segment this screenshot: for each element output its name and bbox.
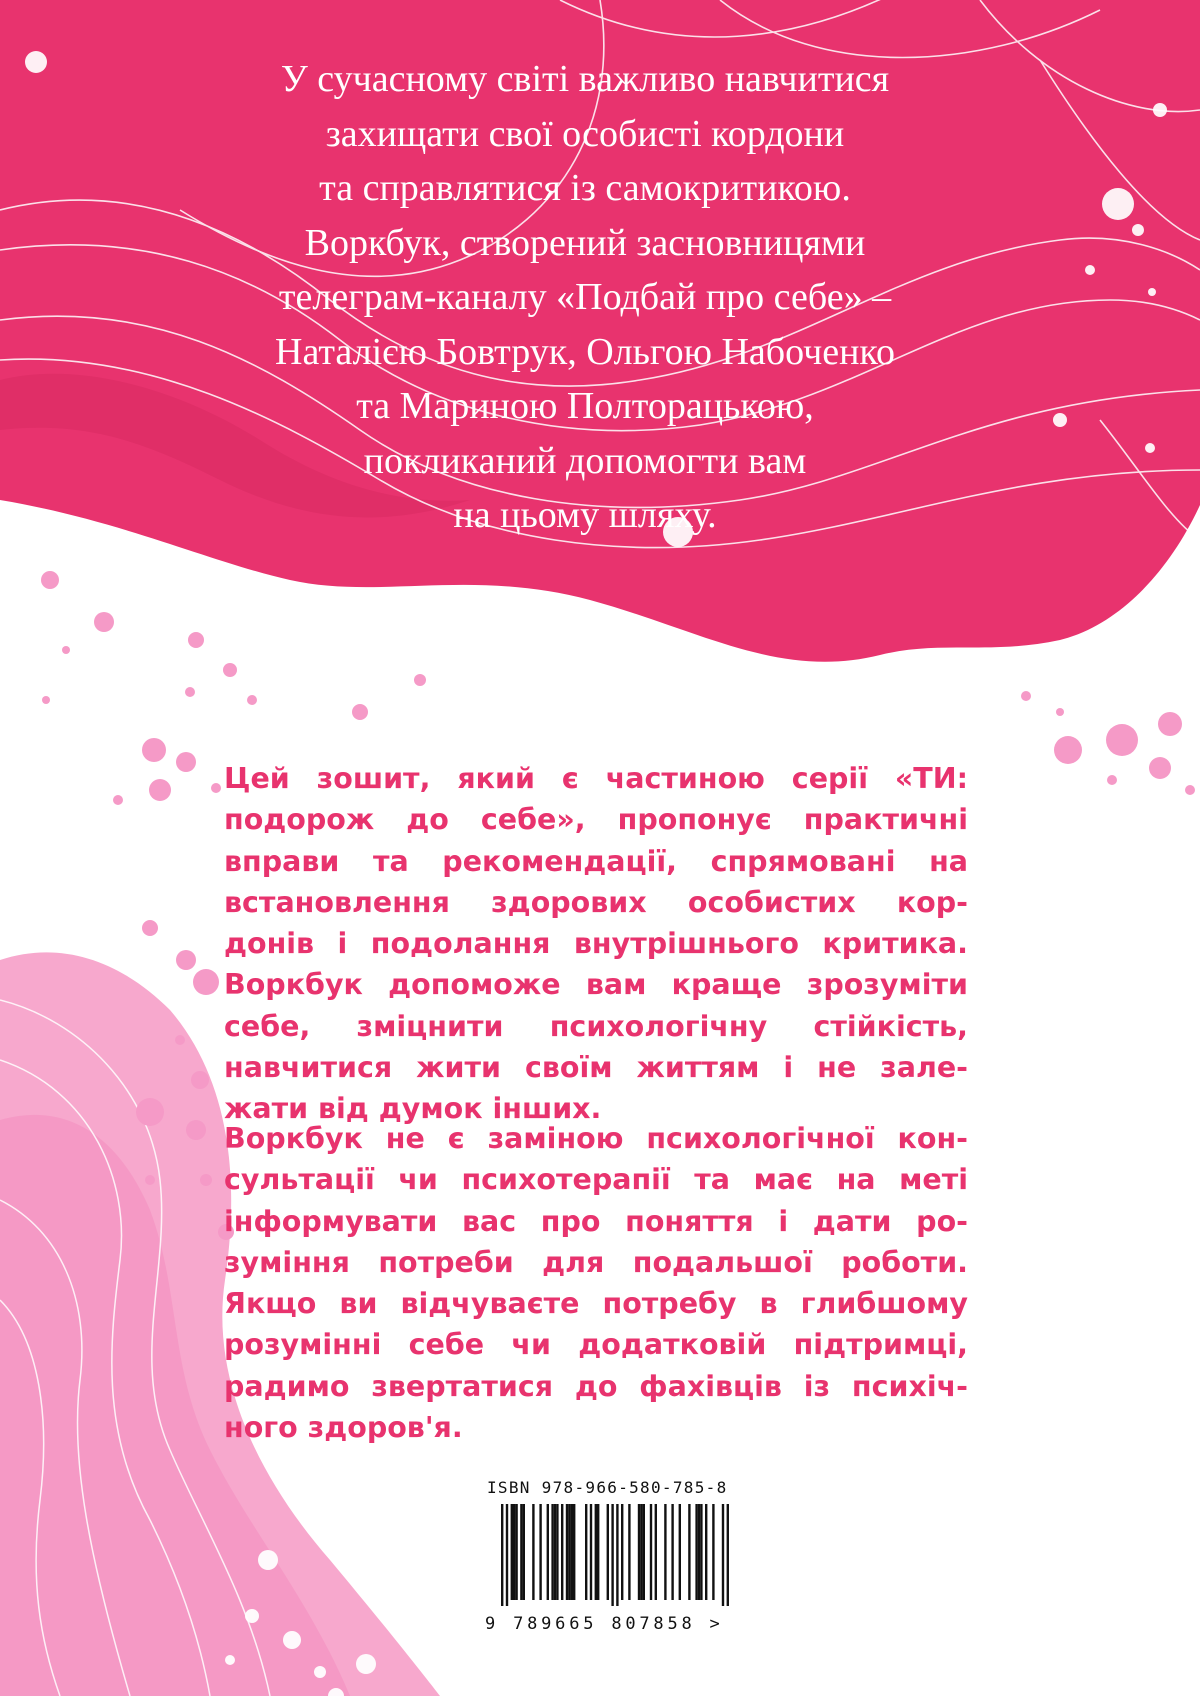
barcode-number: 9 789665 807858 >	[485, 1614, 724, 1634]
description-paragraph-1	[224, 758, 968, 1130]
intro-line: телеграм-каналу «Подбай про себе» –	[278, 276, 892, 318]
barcode-bar	[607, 1504, 609, 1600]
barcode-bar	[585, 1504, 587, 1600]
barcode-bar	[551, 1504, 553, 1600]
barcode	[485, 1500, 775, 1606]
barcode-bar	[595, 1504, 597, 1600]
barcode-bar	[679, 1504, 681, 1600]
barcode-bar	[539, 1504, 541, 1600]
isbn-label: ISBN 978-966-580-785-8	[487, 1478, 728, 1497]
barcode-bar	[712, 1504, 714, 1600]
paragraph-line: себе, зміцнити психологічну стійкість,	[224, 1009, 968, 1043]
paragraph-line: подорож до себе», пропонує практичні	[224, 803, 968, 837]
barcode-bar	[655, 1504, 657, 1600]
barcode-bar	[698, 1504, 700, 1600]
barcode-bar	[643, 1504, 645, 1600]
barcode-bar	[513, 1504, 515, 1600]
barcode-bar	[597, 1504, 599, 1600]
paragraph-line: ного здоров'я.	[224, 1411, 463, 1445]
intro-text-block	[150, 52, 1020, 543]
barcode-bar	[611, 1504, 613, 1606]
barcode-bar	[671, 1504, 673, 1600]
paragraph-line: жати від думок інших.	[224, 1092, 602, 1126]
paragraph-line: зуміння потреби для подальшої роботи.	[224, 1245, 968, 1279]
barcode-bar	[700, 1504, 702, 1600]
paragraph-line: Воркбук допоможе вам краще зрозуміти	[224, 968, 968, 1002]
intro-line: та Мариною Полторацькою,	[356, 385, 814, 427]
barcode-bars	[485, 1500, 775, 1606]
barcode-bar	[638, 1504, 640, 1600]
barcode-bar	[688, 1504, 690, 1600]
paragraph-line: сультації чи психотерапії та має на меті	[224, 1163, 968, 1197]
barcode-bar	[705, 1504, 707, 1600]
paragraph-line: радимо звертатися до фахівців із психіч-	[224, 1369, 968, 1403]
barcode-bar	[571, 1504, 573, 1600]
barcode-bar	[590, 1504, 592, 1600]
barcode-bar	[568, 1504, 570, 1600]
barcode-bar	[621, 1504, 623, 1600]
intro-line: У сучасному світі важливо навчитися	[280, 58, 890, 100]
barcode-bar	[506, 1504, 508, 1606]
barcode-bar	[532, 1504, 534, 1600]
intro-line: Наталією Бовтрук, Ольгою Набоченко	[275, 330, 895, 373]
intro-line: покликаний допомогти вам	[363, 439, 807, 482]
intro-line: на цьому шляху.	[453, 494, 717, 536]
barcode-bar	[695, 1504, 697, 1600]
intro-line: та справлятися із самокритикою.	[319, 167, 851, 209]
intro-line: захищати свої особисті кордони	[325, 112, 845, 155]
paragraph-line: інформувати вас про поняття і дати ро-	[224, 1204, 968, 1238]
barcode-bar	[554, 1504, 556, 1600]
paragraph-line: Цей зошит, який є частиною серії «ТИ:	[224, 762, 968, 795]
paragraph-line: встановлення здорових особистих кор-	[224, 885, 968, 919]
paragraph-line: навчитися жити своїм життям і не зале-	[224, 1051, 968, 1085]
barcode-bar	[566, 1504, 568, 1600]
barcode-bar	[722, 1504, 724, 1606]
paragraph-line: вправи та рекомендації, спрямовані на	[224, 844, 968, 878]
paragraph-line: Воркбук не є заміною психологічної кон-	[224, 1122, 968, 1155]
barcode-bar	[511, 1504, 513, 1600]
barcode-bar	[561, 1504, 563, 1600]
barcode-bar	[640, 1504, 642, 1600]
barcode-bar	[664, 1504, 666, 1600]
intro-line: Воркбук, створений засновницями	[304, 221, 866, 264]
barcode-bar	[616, 1504, 618, 1606]
barcode-bar	[501, 1504, 503, 1606]
barcode-bar	[727, 1504, 729, 1606]
barcode-bar	[573, 1504, 575, 1600]
paragraph-line: Якщо ви відчуваєте потребу в глибшому	[224, 1287, 968, 1321]
description-paragraph-2	[224, 1118, 968, 1448]
barcode-bar	[628, 1504, 630, 1600]
barcode-bar	[520, 1504, 522, 1600]
barcode-bar	[556, 1504, 558, 1600]
barcode-bar	[547, 1504, 549, 1600]
paragraph-line: донів і подолання внутрішнього критика.	[224, 927, 968, 961]
barcode-bar	[523, 1504, 525, 1600]
barcode-bar	[650, 1504, 652, 1600]
paragraph-line: розумінні себе чи додатковій підтримці,	[224, 1328, 968, 1362]
barcode-bar	[515, 1504, 517, 1600]
